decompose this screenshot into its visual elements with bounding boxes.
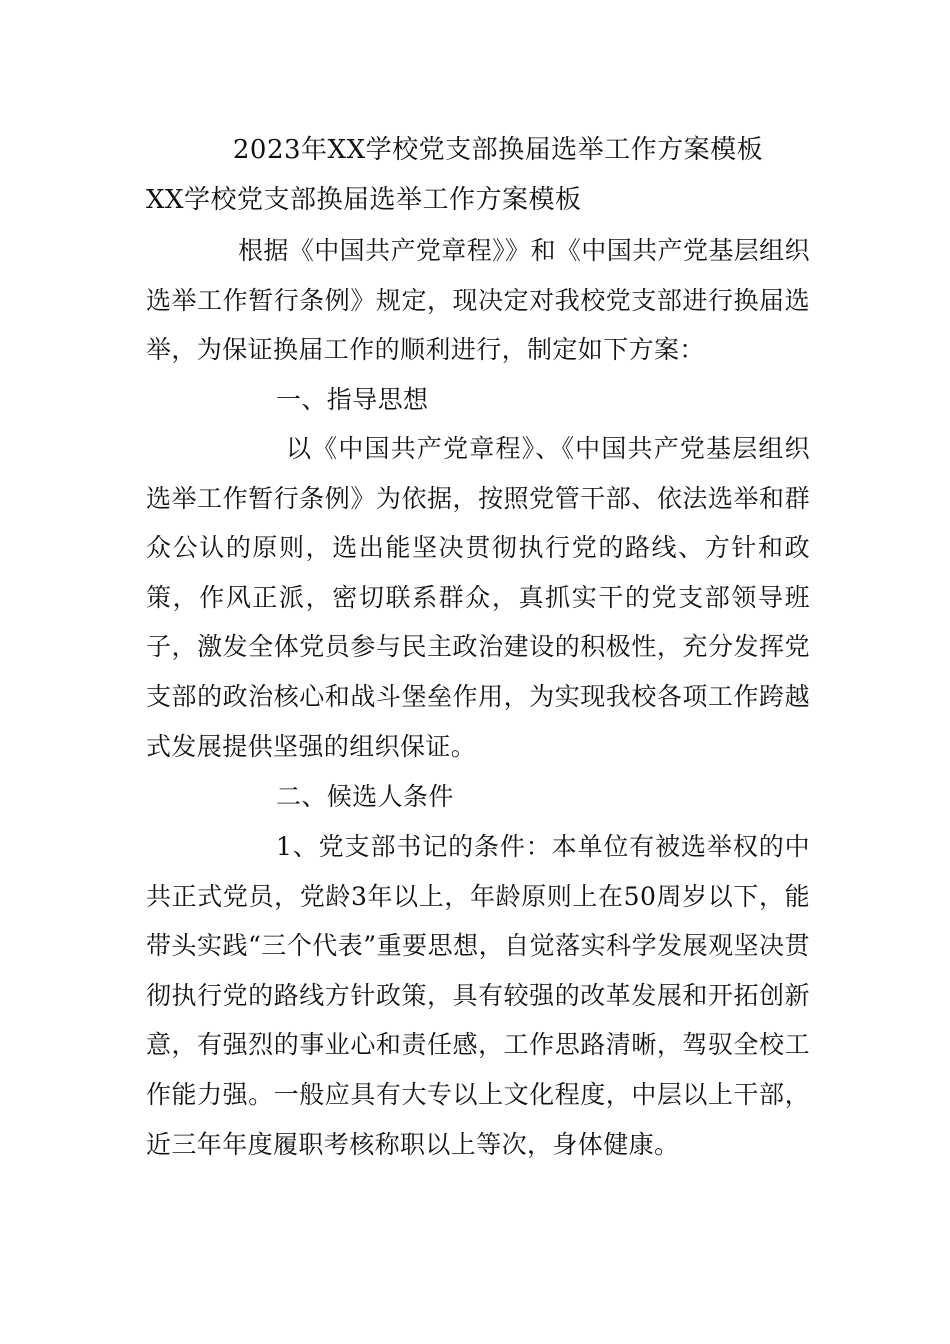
intro-paragraph: 根据《中国共产党章程》》和《中国共产党基层组织选举工作暂行条例》规定，现决定对我校党支部进行换届选举，为保证换届工作的顺利进行，制定如下方案： (146, 236, 810, 365)
section-one-heading: 一、指导思想 (276, 385, 429, 414)
section-two-heading: 二、候选人条件 (276, 782, 454, 811)
section-two-item-one: 1、党支部书记的条件：本单位有被选举权的中共正式党员，党龄3年以上，年龄原则上在50周岁以下，能带头实践“三个代表”重要思想，自觉落实科学发展观坚决贯彻执行党的路线方针政策，具有较强的改革发展和开拓创新意，有强烈的事业心和责任感，工作思路清晰，驾驭全校工作能力强。一般应具有大专以上文化程度，中层以上干部，近三年年度履职考核称职以上等次，身体健康。 (146, 832, 810, 1159)
document-subtitle: XX学校党支部换届选举工作方案模板 (146, 185, 582, 215)
section-one-paragraph: 以《中国共产党章程》、《中国共产党基层组织选举工作暂行条例》为依据，按照党管干部、依法选举和群众公认的原则，选出能坚决贯彻执行党的路线、方针和政策，作风正派，密切联系群众，真抓实干的党支部领导班子，激发全体党员参与民主政治建设的积极性，充分发挥党支部的政治核心和战斗堡垒作用，为实现我校各项工作跨越式发展提供坚强的组织保证。 (146, 434, 810, 761)
document-title: 2023年XX学校党支部换届选举工作方案模板 (232, 135, 764, 165)
